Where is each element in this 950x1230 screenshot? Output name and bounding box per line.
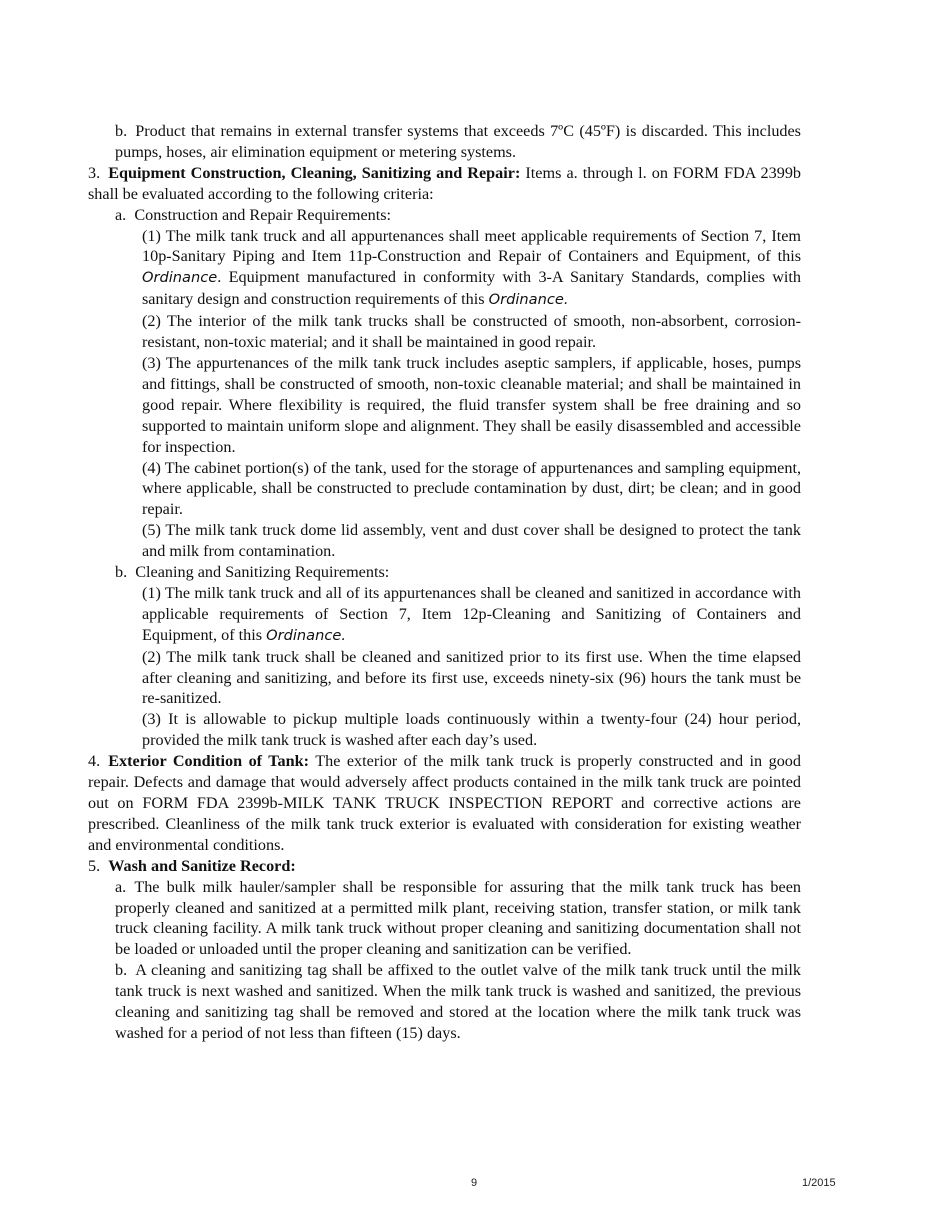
- section-number: 3.: [88, 163, 109, 182]
- subsection-5a: a. The bulk milk hauler/sampler shall be responsible for assuring that the milk tank truck has been properly cleaned and sanitized at a permitted milk plant, receiving station, transfer station, or milk tank truck cleaning facility. A milk tank truck without proper cleaning and sanitizing documentation shall not be loaded or unloaded until the proper cleaning and sanitization can be verified.: [115, 877, 801, 959]
- ordinance-ref: Ordinance.: [488, 291, 569, 309]
- item-3a5: (5) The milk tank truck dome lid assembly, vent and dust cover shall be designed to protect the tank and milk from contamination.: [142, 521, 801, 561]
- item-3a2: (2) The interior of the milk tank trucks shall be constructed of smooth, non-absorbent, corrosion-resistant, non-toxic material; and it shall be maintained in good repair.: [142, 312, 801, 352]
- section-number: 5.: [88, 856, 109, 875]
- item-3a3: (3) The appurtenances of the milk tank truck includes aseptic samplers, if applicable, hoses, pumps and fittings, shall be constructed of smooth, non-toxic cleanable material; and shall be maintained in good repair. Where flexibility is required, the fluid transfer system shall be free draining and so supported to maintain uniform slope and alignment. They shall be easily disassembled and accessible for inspection.: [142, 353, 801, 456]
- subsection-3b: b. Cleaning and Sanitizing Requirements:: [115, 563, 390, 582]
- section-text: The exterior of the milk tank truck is properly constructed and in good repair. Defects and damage that would adversely affect products contained in the milk tank truck are pointed out on FORM FDA 2399b-MILK TANK TRUCK INSPECTION REPORT and corrective actions are prescribed. Cleanliness of the milk tank truck exterior is evaluated with consideration for existing weather and environmental conditions.: [88, 752, 801, 854]
- page-number: 9: [471, 1177, 478, 1189]
- section-4: [88, 751, 801, 856]
- section-heading: Equipment Construction, Cleaning, Sanitizing and Repair:: [108, 163, 521, 182]
- section-heading: Wash and Sanitize Record:: [108, 856, 296, 875]
- document-body: [88, 121, 801, 1044]
- ordinance-ref: Ordinance: [142, 269, 218, 287]
- item-3b2: (2) The milk tank truck shall be cleaned and sanitized prior to its first use. When the time elapsed after cleaning and sanitizing, and before its first use, exceeds ninety-six (96) hours the tank must be re-sanitized.: [142, 647, 801, 708]
- section-5: [88, 856, 801, 877]
- paragraph-b-product-transfer: b. Product that remains in external transfer systems that exceeds 7ºC (45ºF) is discarded. This includes pumps, hoses, air elimination equipment or metering systems.: [115, 122, 801, 161]
- item-text: (1) The milk tank truck and all appurtenances shall meet applicable requirements of Section 7, Item 10p-Sanitary Piping and Item 11p-Construction and Repair of Containers and Equipment, of this: [142, 226, 801, 266]
- subsection-3a: a. Construction and Repair Requirements:: [115, 205, 392, 224]
- footer-date: 1/2015: [802, 1177, 836, 1189]
- item-3b1: [88, 583, 801, 647]
- item-3a1: [88, 226, 801, 312]
- section-3: [88, 163, 801, 205]
- section-number: 4.: [88, 752, 109, 771]
- ordinance-ref: Ordinance.: [266, 626, 346, 644]
- item-text: (1) The milk tank truck and all of its appurtenances shall be cleaned and sanitized in accordance with applicable requirements of Section 7, Item 12p-Cleaning and Sanitizing of Containers and Equipment, of this: [142, 583, 801, 644]
- item-text: . Equipment manufactured in conformity with 3-A Sanitary Standards, complies with sanitary design and construction requirements of this: [142, 268, 801, 309]
- section-text: Items a. through l. on FORM FDA 2399b shall be evaluated according to the following criteria:: [88, 163, 802, 203]
- section-heading: Exterior Condition of Tank:: [108, 752, 310, 771]
- item-3b3: (3) It is allowable to pickup multiple loads continuously within a twenty-four (24) hour period, provided the milk tank truck is washed after each day’s used.: [142, 710, 801, 750]
- subsection-5b: b. A cleaning and sanitizing tag shall be affixed to the outlet valve of the milk tank truck until the milk tank truck is next washed and sanitized. When the milk tank truck is washed and sanitized, the previous cleaning and sanitizing tag shall be removed and stored at the location where the milk tank truck was washed for a period of not less than fifteen (15) days.: [115, 961, 801, 1042]
- item-3a4: (4) The cabinet portion(s) of the tank, used for the storage of appurtenances and sampling equipment, where applicable, shall be constructed to preclude contamination by dust, dirt; be clean; and in good repair.: [142, 458, 801, 519]
